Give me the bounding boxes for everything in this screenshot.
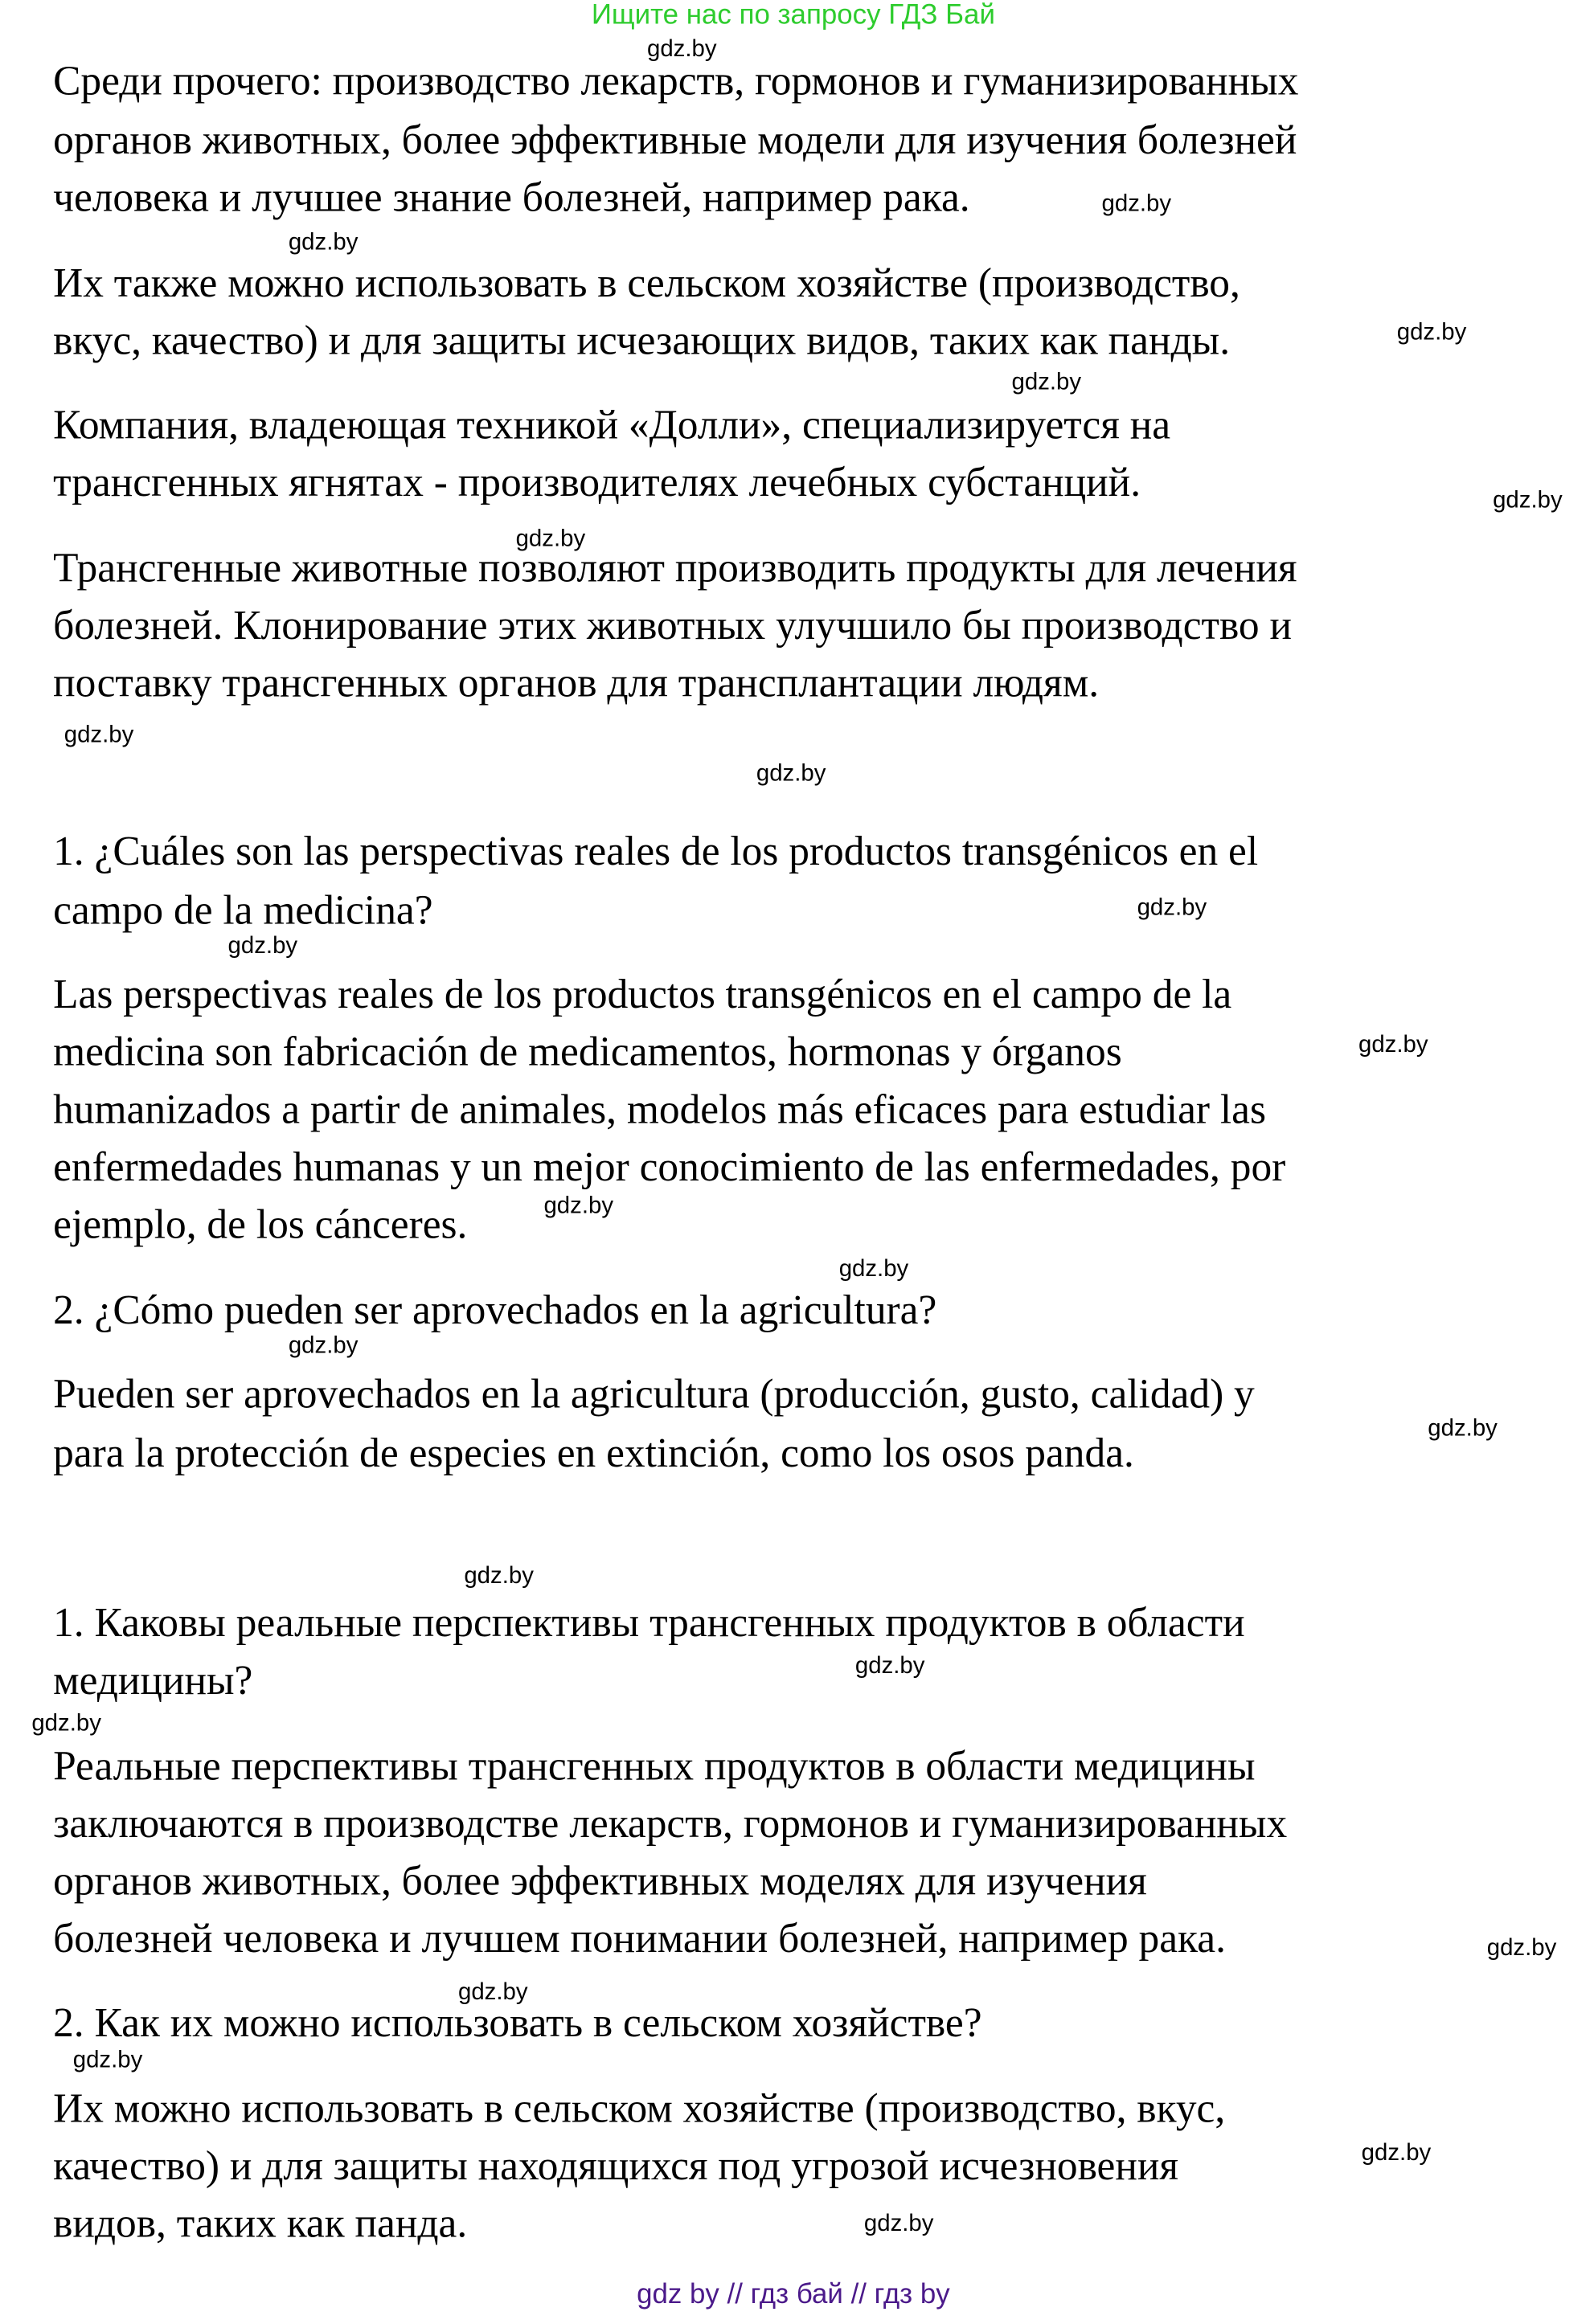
text-line: 2. ¿Cómo pueden ser aprovechados en la agricultura? xyxy=(53,1287,937,1334)
text-line: Трансгенные животные позволяют производить продукты для лечения xyxy=(53,546,1297,592)
watermark: gdz.by xyxy=(515,526,586,552)
text-line: органов животных, более эффективных моделях для изучения xyxy=(53,1859,1147,1905)
watermark: gdz.by xyxy=(543,1193,614,1219)
watermark: gdz.by xyxy=(1396,320,1467,346)
watermark: gdz.by xyxy=(288,230,359,256)
watermark: gdz.by xyxy=(854,1654,925,1680)
watermark: gdz.by xyxy=(1493,488,1563,513)
text-line: 2. Как их можно использовать в сельском хозяйстве? xyxy=(53,2000,982,2047)
watermark: gdz.by xyxy=(1358,1033,1428,1058)
text-line: болезней человека и лучшем понимании болезней, например рака. xyxy=(53,1917,1226,1963)
text-line: Их также можно использовать в сельском хозяйстве (производство, xyxy=(53,260,1240,307)
search-banner: Ищите нас по запросу ГДЗ Бай xyxy=(591,0,995,31)
text-line: человека и лучшее знание болезней, например рака. xyxy=(53,175,970,222)
text-line: Их можно использовать в сельском хозяйстве (производство, вкус, xyxy=(53,2086,1226,2133)
text-line: enfermedades humanas y un mejor conocimiento de las enfermedades, por xyxy=(53,1144,1286,1191)
text-line: вкус, качество) и для защиты исчезающих видов, таких как панды. xyxy=(53,318,1231,365)
text-line: органов животных, более эффективные модели для изучения болезней xyxy=(53,117,1297,164)
watermark: gdz.by xyxy=(1137,895,1207,921)
text-line: видов, таких как панда. xyxy=(53,2201,468,2248)
text-line: заключаются в производстве лекарств, гормонов и гуманизированных xyxy=(53,1801,1288,1847)
text-line: 1. Каковы реальные перспективы трансгенных продуктов в области xyxy=(53,1601,1245,1647)
watermark: gdz.by xyxy=(64,722,134,748)
text-line: болезней. Клонирование этих животных улучшило бы производство и xyxy=(53,603,1292,649)
watermark: gdz.by xyxy=(756,761,826,787)
text-line: трансгенных ягнятах - производителях лечебных субстанций. xyxy=(53,460,1141,506)
text-line: медицины? xyxy=(53,1658,253,1704)
text-line: Компания, владеющая техникой «Долли», специализируется на xyxy=(53,403,1171,449)
watermark: gdz.by xyxy=(1011,370,1082,396)
text-line: medicina son fabricación de medicamentos, hormonas y órganos xyxy=(53,1029,1122,1076)
text-line: humanizados a partir de animales, modelos más eficaces para estudiar las xyxy=(53,1087,1267,1134)
text-line: Реальные перспективы трансгенных продуктов в области медицины xyxy=(53,1744,1256,1790)
text-line: Среди прочего: производство лекарств, гормонов и гуманизированных xyxy=(53,59,1299,105)
text-line: поставку трансгенных органов для трансплантации людям. xyxy=(53,661,1100,707)
watermark: gdz.by xyxy=(1486,1935,1557,1962)
watermark: gdz.by xyxy=(863,2211,934,2237)
text-line: 1. ¿Cuáles son las perspectivas reales de los productos transgénicos en el xyxy=(53,829,1259,875)
watermark: gdz.by xyxy=(72,2048,143,2073)
watermark: gdz.by xyxy=(227,934,298,959)
text-line: качество) и для защиты находящихся под угрозой исчезновения xyxy=(53,2143,1179,2190)
text-line: Pueden ser aprovechados en la agricultura (producción, gusto, calidad) y xyxy=(53,1372,1255,1418)
watermark: gdz.by xyxy=(288,1333,359,1360)
watermark: gdz.by xyxy=(838,1257,909,1283)
text-line: ejemplo, de los cánceres. xyxy=(53,1202,468,1249)
watermark: gdz.by xyxy=(1101,191,1172,217)
watermark: gdz.by xyxy=(464,1564,534,1590)
watermark: gdz.by xyxy=(457,1980,528,2006)
watermark: gdz.by xyxy=(647,36,717,63)
text-line: campo de la medicina? xyxy=(53,888,433,935)
watermark: gdz.by xyxy=(1361,2141,1432,2166)
watermark: gdz.by xyxy=(1428,1416,1498,1442)
text-line: para la protección de especies en extinción, como los osos panda. xyxy=(53,1431,1134,1477)
footer-links: gdz by // гдз бай // гдз by xyxy=(637,2279,950,2311)
text-line: Las perspectivas reales de los productos transgénicos en el campo de la xyxy=(53,972,1232,1018)
watermark: gdz.by xyxy=(31,1711,101,1737)
